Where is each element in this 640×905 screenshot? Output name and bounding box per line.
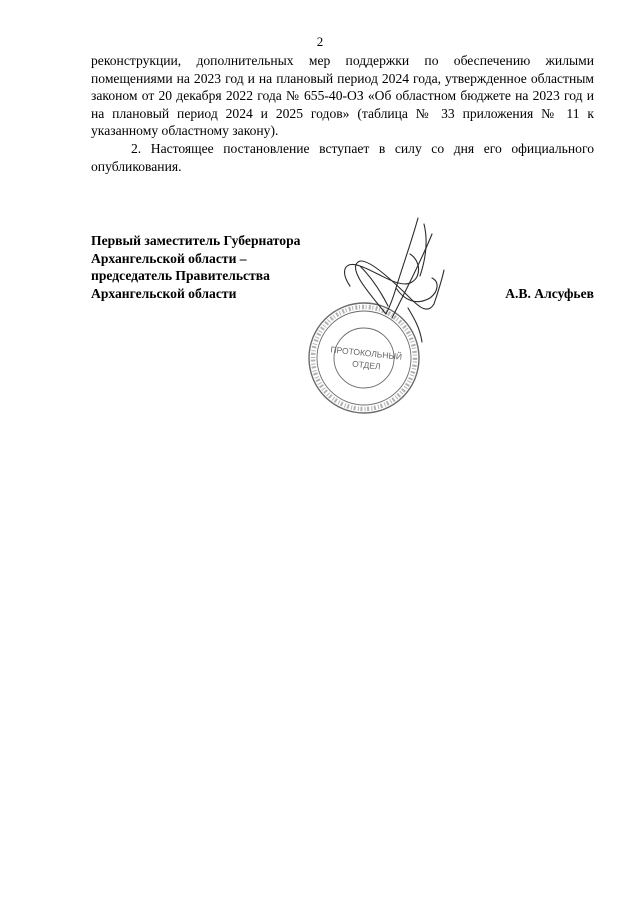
signer-title-line: председатель Правительства bbox=[91, 268, 270, 284]
round-seal bbox=[309, 303, 419, 413]
signer-name: А.В. Алсуфьев bbox=[505, 285, 594, 301]
document-body bbox=[91, 52, 594, 175]
seal-text-line: ОТДЕЛ bbox=[351, 358, 382, 372]
handwritten-signature bbox=[345, 218, 444, 342]
signer-title-line: Архангельской области bbox=[91, 285, 237, 301]
paragraph-continuation: реконструкции, дополнительных мер поддержки по обеспечению жилыми помещениями на 2023 год и на плановый период 2024 года, утвержденное областным законом от 20 декабря 2022 года № 655-40-ОЗ «Об областном бюджете на 2023 год и на плановый период 2024 и 2025 годов» (таблица № 33 приложения № 11 к указанному областному закону). bbox=[91, 53, 594, 139]
signer-title-line: Архангельской области – bbox=[91, 250, 247, 266]
paragraph-entry-into-force: 2. Настоящее постановление вступает в силу со дня его официального опубликования. bbox=[91, 140, 594, 174]
seal-text-line: ПРОТОКОЛЬНЫЙ bbox=[330, 344, 403, 362]
page-number: 2 bbox=[316, 34, 324, 49]
signer-title-line: Первый заместитель Губернатора bbox=[91, 233, 301, 248]
seal-and-signature bbox=[300, 210, 480, 425]
